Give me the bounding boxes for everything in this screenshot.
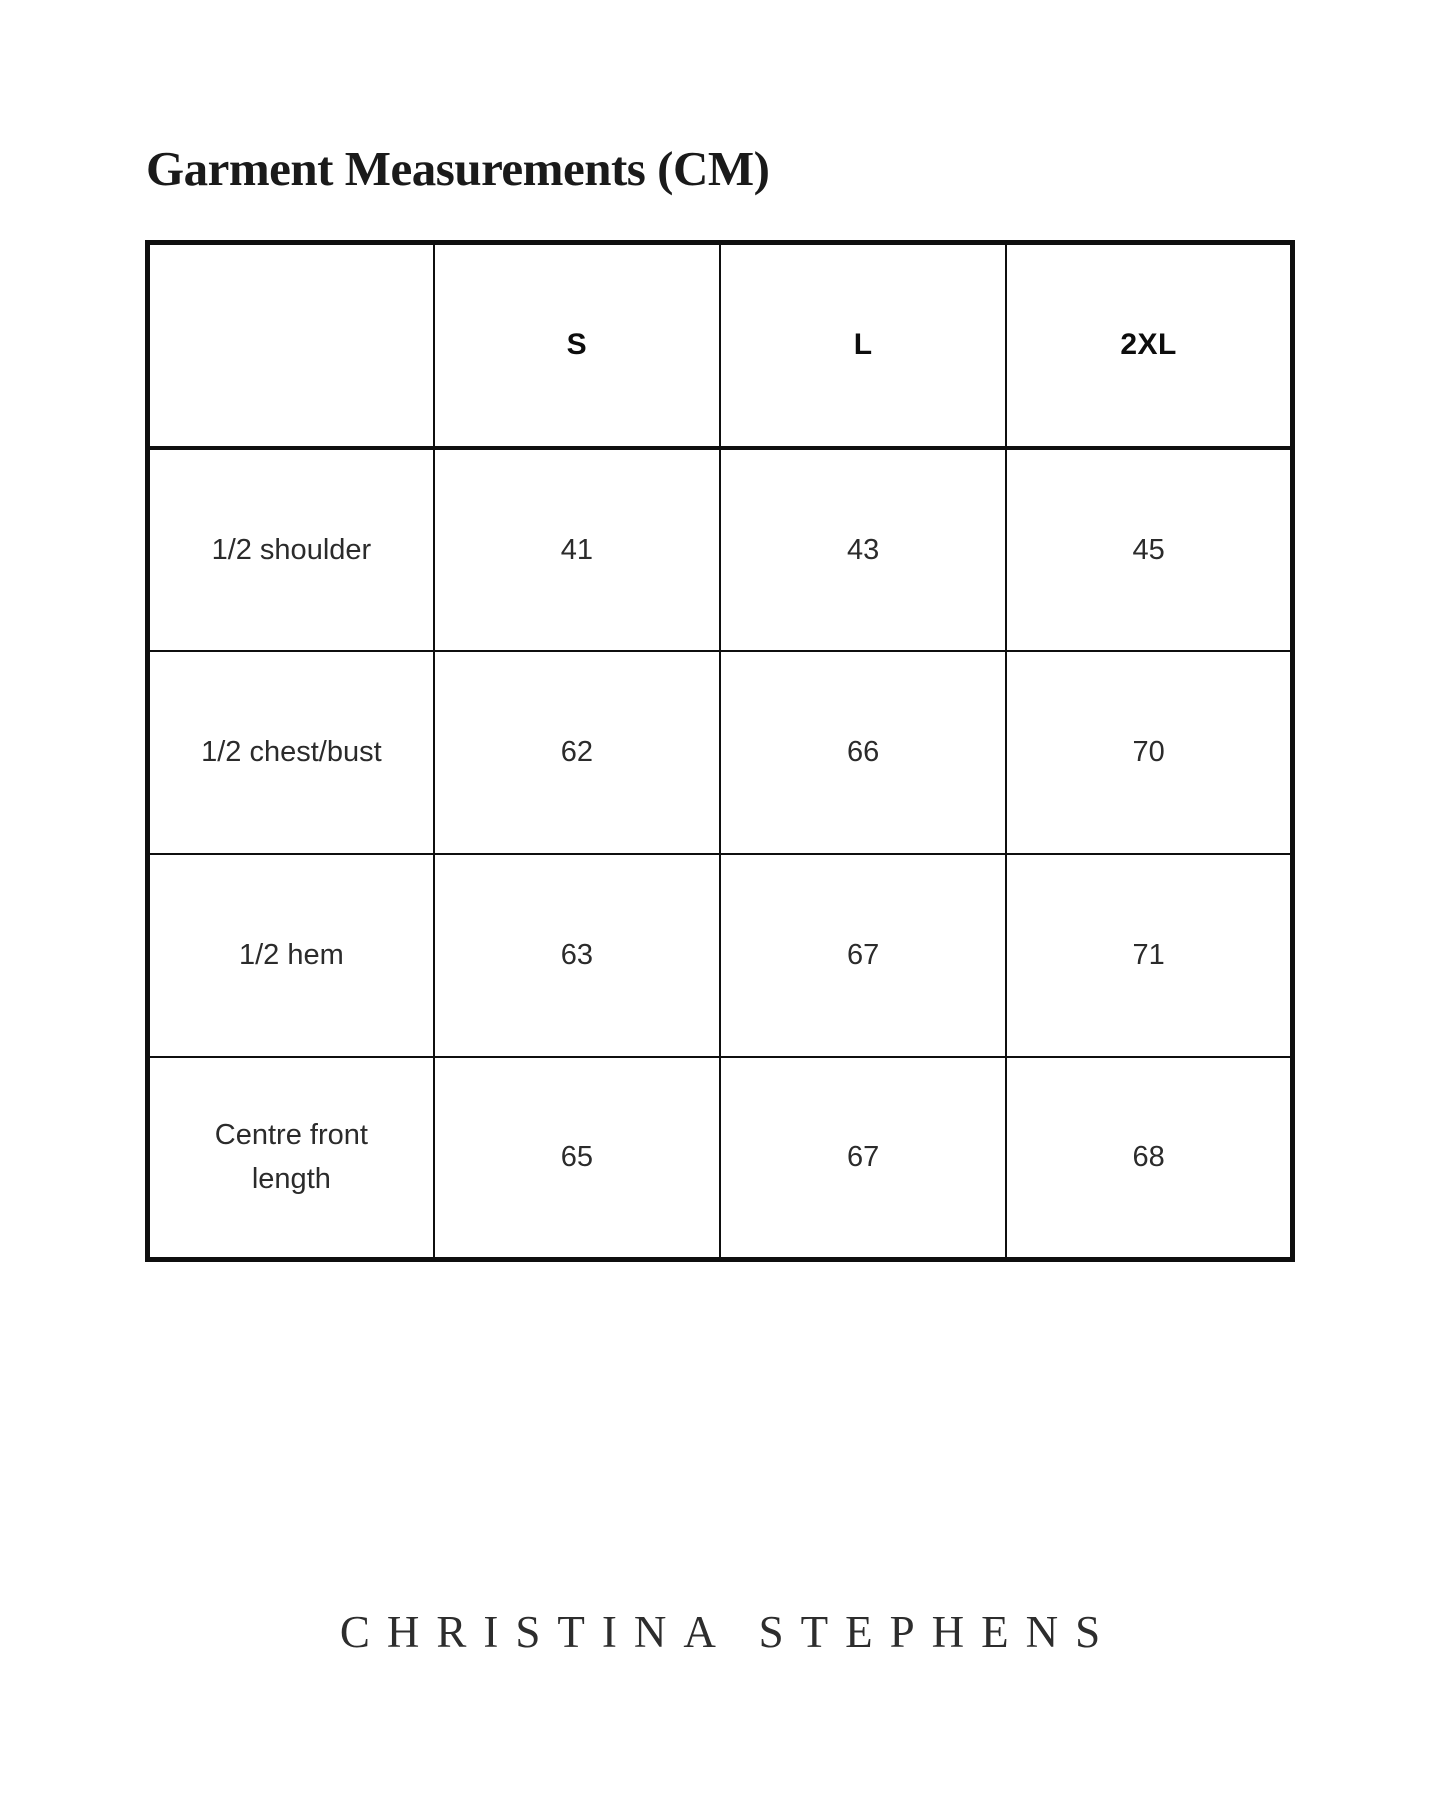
measurement-value: 63 (434, 854, 720, 1057)
corner-cell (148, 243, 434, 448)
measurement-value: 62 (434, 651, 720, 854)
table-header (148, 243, 1293, 448)
size-column-header-l: L (720, 243, 1006, 448)
table-row (148, 448, 1293, 651)
measurement-value: 70 (1006, 651, 1292, 854)
measurement-value: 65 (434, 1057, 720, 1260)
size-column-header-s: S (434, 243, 720, 448)
measurement-label: 1/2 hem (148, 854, 434, 1057)
measurement-value: 41 (434, 448, 720, 651)
measurement-value: 43 (720, 448, 1006, 651)
measurement-label: 1/2 shoulder (148, 448, 434, 651)
measurement-value: 45 (1006, 448, 1292, 651)
brand-wordmark: CHRISTINA STEPHENS (339, 1607, 1118, 1657)
table-row (148, 651, 1293, 854)
size-column-header-2xl: 2XL (1006, 243, 1292, 448)
table-body (148, 448, 1293, 1260)
table-row (148, 1057, 1293, 1260)
measurement-value: 68 (1006, 1057, 1292, 1260)
measurement-value: 71 (1006, 854, 1292, 1057)
measurement-label: 1/2 chest/bust (148, 651, 434, 854)
garment-measurements-table (145, 240, 1295, 1262)
measurement-value: 66 (720, 651, 1006, 854)
measurement-value: 67 (720, 1057, 1006, 1260)
measurement-label: Centre front length (148, 1057, 434, 1260)
header-row (148, 243, 1293, 448)
page-title: Garment Measurements (CM) (146, 141, 770, 196)
measurement-value: 67 (720, 854, 1006, 1057)
table-row (148, 854, 1293, 1057)
